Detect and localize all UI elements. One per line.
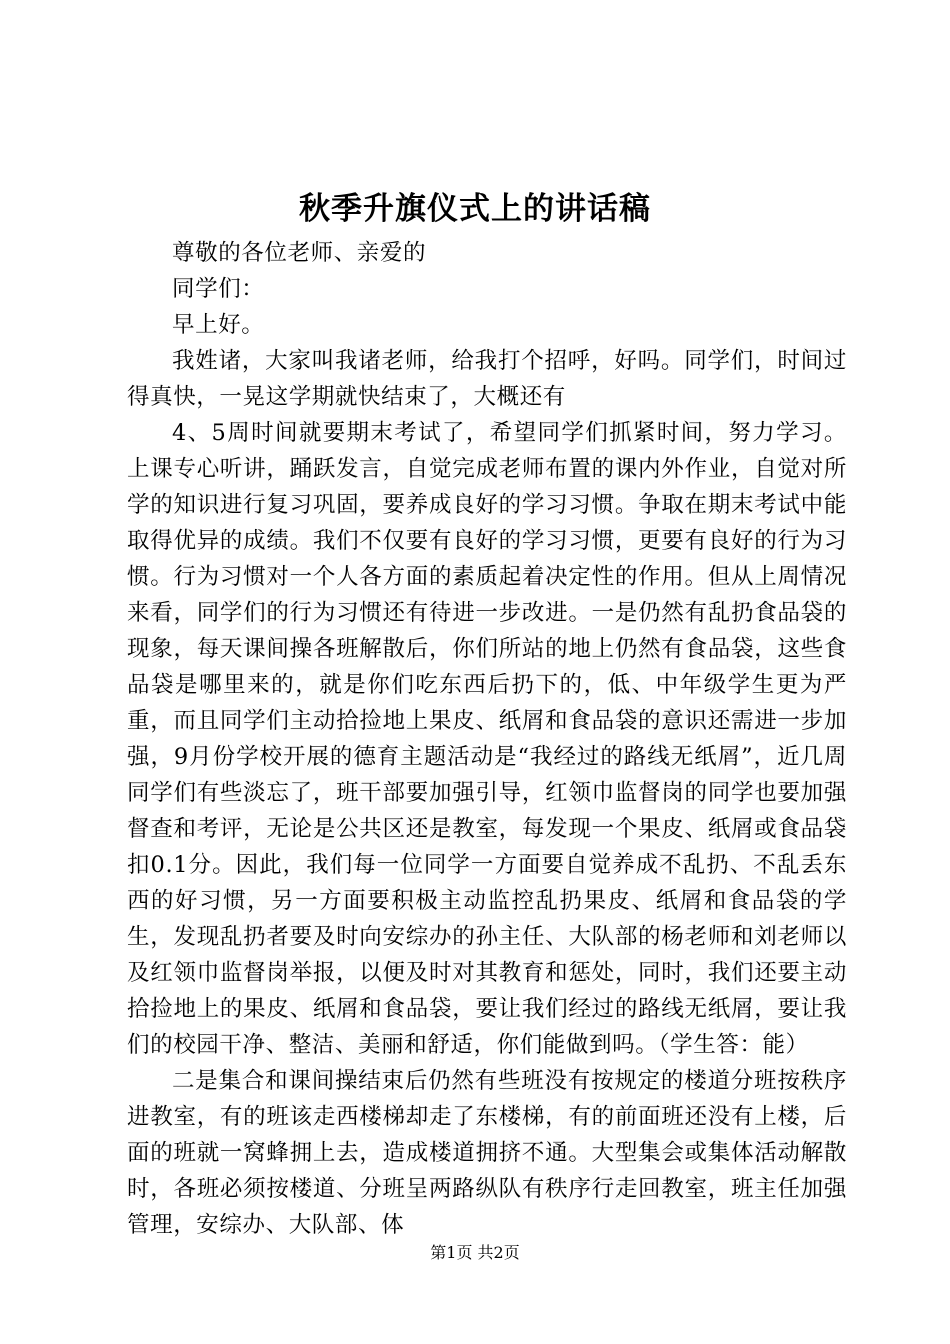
page-number: 第1页 共2页	[430, 1243, 520, 1262]
paragraph-stairs: 二是集合和课间操结束后仍然有些班没有按规定的楼道分班按秩序进教室，有的班该走西楼梯却走了东楼梯，有的前面班还没有上楼，后面的班就一窝蜂拥上去，造成楼道拥挤不通。大型集会或集体活动解散时，各班必须按楼道、分班呈两路纵队有秩序行走回教室，班主任加强管理，安综办、大队部、体	[127, 1068, 847, 1238]
document-body	[127, 235, 847, 1243]
salutation-line-2: 同学们：	[172, 276, 265, 302]
paragraph-intro: 我姓诸，大家叫我诸老师，给我打个招呼，好吗。同学们，时间过得真快，一晃这学期就快结束了，大概还有	[127, 348, 847, 410]
document-title: 秋季升旗仪式上的讲话稿	[299, 191, 651, 227]
greeting: 早上好。	[172, 312, 265, 338]
paragraph-habits: 4、5周时间就要期末考试了，希望同学们抓紧时间，努力学习。上课专心听讲，踊跃发言，自觉完成老师布置的课内外作业，自觉对所学的知识进行复习巩固，要养成良好的学习习惯。争取在期末考试中能取得优异的成绩。我们不仅要有良好的学习习惯，更要有良好的行为习惯。行为习惯对一个人各方面的素质起着决定性的作用。但从上周情况来看，同学们的行为习惯还有待进一步改进。一是仍然有乱扔食品袋的现象，每天课间操各班解散后，你们所站的地上仍然有食品袋，这些食品袋是哪里来的，就是你们吃东西后扔下的，低、中年级学生更为严重，而且同学们主动拾捡地上果皮、纸屑和食品袋的意识还需进一步加强，9月份学校开展的德育主题活动是“我经过的路线无纸屑”，近几周同学们有些淡忘了，班干部要加强引导，红领巾监督岗的同学也要加强督查和考评，无论是公共区还是教室，每发现一个果皮、纸屑或食品袋扣0.1分。因此，我们每一位同学一方面要自觉养成不乱扔、不乱丢东西的好习惯，另一方面要积极主动监控乱扔果皮、纸屑和食品袋的学生，发现乱扔者要及时向安综办的孙主任、大队部的杨老师和刘老师以及红领巾监督岗举报，以便及时对其教育和惩处，同时，我们还要主动拾捡地上的果皮、纸屑和食品袋，要让我们经过的路线无纸屑，要让我们的校园干净、整洁、美丽和舒适，你们能做到吗。（学生答：能）	[127, 420, 847, 1058]
salutation-line-1: 尊敬的各位老师、亲爱的	[172, 240, 427, 266]
